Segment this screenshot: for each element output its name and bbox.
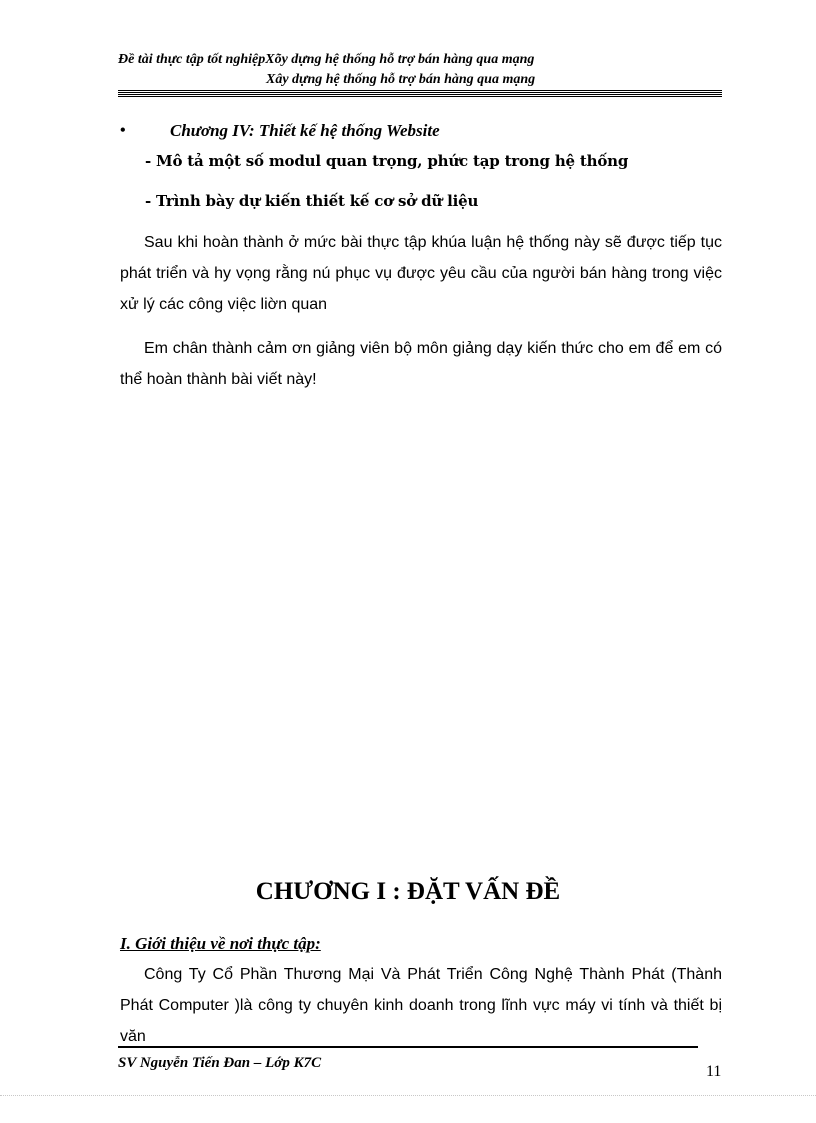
chapter1-title: CHƯƠNG I : ĐẶT VẤN ĐỀ bbox=[255, 878, 561, 905]
list-item: - Mô tả một số modul quan trọng, phức tạp trong hệ thống bbox=[145, 152, 629, 170]
page-number: 11 bbox=[706, 1063, 722, 1080]
header-title-line1: Đề tài thực tập tốt nghiệpXõy dựng hệ thống hỗ trợ bán hàng qua mạng bbox=[118, 52, 535, 67]
footer-divider bbox=[118, 1046, 698, 1048]
paragraph-conclusion: Sau khi hoàn thành ở mức bài thực tập khúa luận hệ thống này sẽ được tiếp tục phát triển và hy vọng rằng nú phục vụ được yêu cầu của người bán hàng trong việc xử lý các công việc liờn quan bbox=[120, 234, 722, 313]
bullet-icon: • bbox=[120, 122, 126, 139]
footer-student: SV Nguyễn Tiến Đan – Lớp K7C bbox=[118, 1055, 322, 1071]
chapter4-heading: Chương IV: Thiết kế hệ thống Website bbox=[170, 121, 440, 140]
paragraph-thanks: Em chân thành cảm ơn giảng viên bộ môn giảng dạy kiến thức cho em để em có thể hoàn thành bài viết này! bbox=[120, 340, 722, 388]
page-bottom-border bbox=[0, 1095, 816, 1096]
list-item: - Trình bày dự kiến thiết kế cơ sở dữ liệu bbox=[145, 192, 479, 210]
paragraph-company: Công Ty Cổ Phần Thương Mại Và Phát Triển Công Nghệ Thành Phát (Thành Phát Computer )là công ty chuyên kinh doanh trong lĩnh vực máy vi tính và thiết bị văn bbox=[120, 966, 722, 1045]
section1-title: I. Giới thiệu về nơi thực tập: bbox=[120, 934, 321, 953]
header-divider bbox=[118, 90, 722, 97]
header-title-line2: Xây dựng hệ thống hỗ trợ bán hàng qua mạng bbox=[266, 72, 536, 87]
